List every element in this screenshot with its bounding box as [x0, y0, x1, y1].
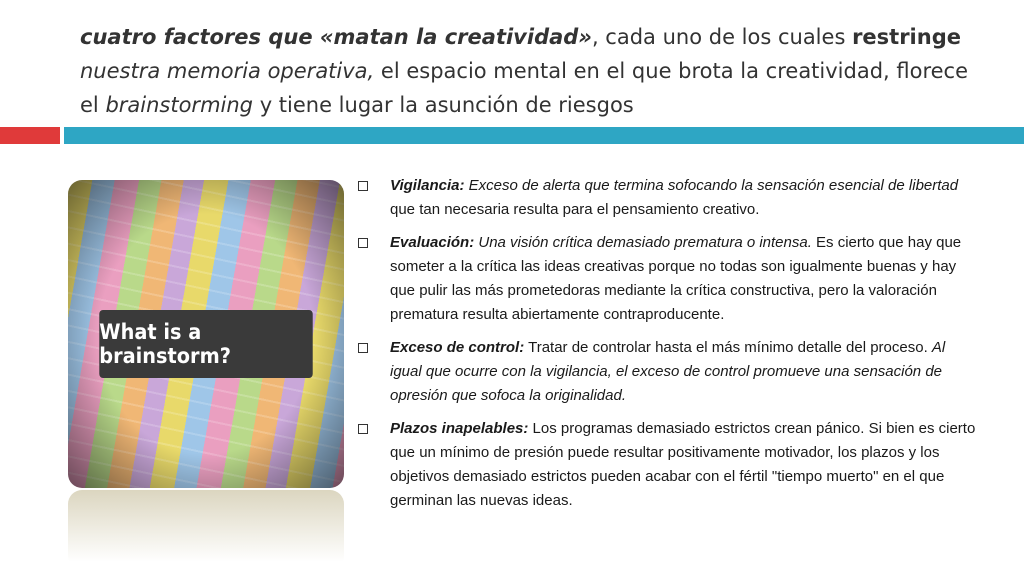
photo-banner: What is a brainstorm? [99, 310, 312, 378]
item-text: Tratar de controlar hasta el más mínimo detalle del proceso. [524, 339, 932, 356]
item-lead: Plazos inapelables: [390, 420, 529, 437]
title-part-4: nuestra memoria operativa, [80, 59, 375, 83]
item-text: Es cierto que hay que someter a la crítica las ideas creativas porque no todas son igualmente buenas y hay que pulir las más prometedoras mediante la crítica constructiva, pero la valoración prematura resulta abiertamente contraproducente. [390, 234, 962, 323]
item-lead: Exceso de control: [390, 339, 525, 356]
list-item [356, 336, 976, 408]
brainstorm-photo [68, 180, 344, 488]
list-item [356, 231, 976, 327]
item-italic: Al igual que ocurre con la vigilancia, el exceso de control promueve una sensación de opresión que sofoca la originalidad. [390, 339, 946, 404]
square-bullet-icon [358, 181, 368, 191]
accent-bar-red [0, 127, 60, 144]
square-bullet-icon [358, 424, 368, 434]
title-part-3: restringe [852, 25, 961, 49]
item-italic: Exceso de alerta que termina sofocando la sensación esencial de libertad [464, 177, 959, 194]
title-part-1: cuatro factores que «matan la creatividad» [80, 25, 592, 49]
title-part-7: y tiene lugar la asunción de riesgos [253, 93, 634, 117]
accent-bar-blue [64, 127, 1024, 144]
item-lead: Evaluación: [390, 234, 475, 251]
item-text: que tan necesaria resulta para el pensamiento creativo. [390, 201, 760, 218]
slide-title [80, 20, 980, 122]
photo-reflection [68, 490, 344, 570]
square-bullet-icon [358, 238, 368, 248]
factor-list [356, 174, 976, 522]
title-part-6: brainstorming [105, 93, 254, 117]
title-part-2: , cada uno de los cuales [591, 25, 853, 49]
square-bullet-icon [358, 343, 368, 353]
item-italic: Una visión crítica demasiado prematura o intensa. [474, 234, 812, 251]
list-item [356, 174, 976, 222]
item-text: Los programas demasiado estrictos crean pánico. Si bien es cierto que un mínimo de presión puede resultar positivamente motivador, los plazos y los objetivos demasiado estrictos pueden acabar con el fértil "tiempo muerto" en el que germinan las nuevas ideas. [390, 420, 976, 509]
list-item [356, 417, 976, 513]
title-part-5: el espacio mental en el que brota la creatividad, florece el [80, 59, 969, 117]
item-lead: Vigilancia: [390, 177, 465, 194]
